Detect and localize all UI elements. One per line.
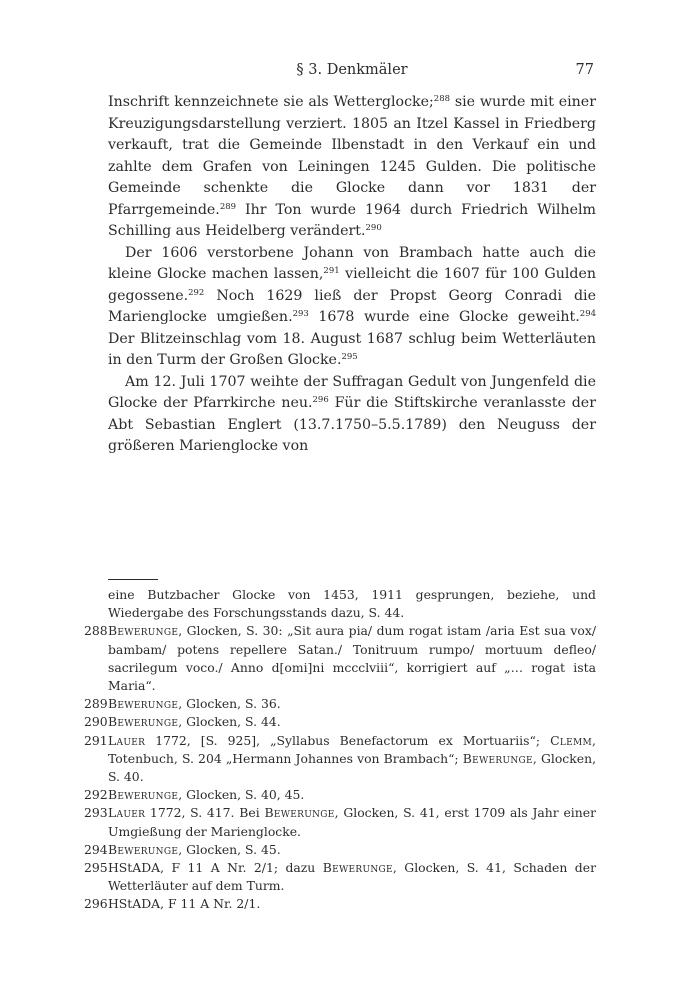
text-run: 1772, S. 417. Bei (145, 805, 265, 821)
paragraph (108, 372, 596, 458)
text-run: Inschrift kennzeichnete sie als Wetterglocke; (108, 94, 434, 110)
footnote-separator (108, 579, 158, 580)
footnote (84, 713, 596, 731)
footnote-text (108, 804, 596, 840)
footnote-text (108, 732, 596, 787)
running-title: § 3. Denkmäler (296, 62, 408, 78)
footnote-number: 292 (84, 787, 108, 803)
text-run: Der 1606 verstorbene Johann von Brambach hatte auch die kleine Glocke machen lassen, (108, 244, 596, 282)
footnote-reference: 296 (312, 395, 329, 405)
footnote-number: 293 (84, 805, 108, 821)
footnote-reference: 289 (219, 201, 237, 212)
page-number: 77 (575, 62, 594, 78)
paragraph (108, 243, 596, 372)
footnote (84, 586, 596, 622)
footnote-text (108, 586, 596, 622)
footnote-text (108, 841, 596, 859)
footnote (84, 732, 596, 787)
text-run: eine Butzbacher Glocke von 1453, 1911 gesprungen, beziehe, und Wiedergabe des Forschungsstands dazu, S. 44. (108, 587, 596, 621)
text-run: Für die Stiftskirche veranlasste der Abt Sebastian Englert (13.7.1750–5.5.1789) den Neuguss der größeren Marienglocke von (108, 395, 596, 454)
paragraph (108, 92, 596, 243)
footnote-number (84, 586, 108, 622)
footnote-text (108, 622, 596, 695)
author-name: Bewerunge (108, 696, 179, 712)
footnote (84, 786, 596, 804)
main-text (108, 92, 596, 458)
footnote-reference: 295 (341, 352, 358, 362)
author-name: Clemm (550, 732, 593, 748)
footnote-reference: 292 (188, 287, 205, 298)
footnote-text (108, 786, 596, 804)
text-run: 1772, [S. 925], „Syllabus Benefactorum ex Mortuariis“; (145, 732, 551, 748)
footnote-reference: 288 (433, 94, 451, 104)
footnote-text (108, 859, 596, 895)
text-run: , Glocken, S. 45. (178, 841, 281, 857)
text-run: HStADA, F 11 A Nr. 2/1. (108, 896, 261, 912)
author-name: Lauer (108, 805, 146, 821)
author-name: Lauer (108, 732, 146, 748)
text-run: Noch 1629 ließ der Propst Georg Conradi die Marienglocke umgießen. (108, 287, 596, 325)
footnote (84, 622, 596, 695)
footnote-reference: 293 (292, 309, 309, 319)
footnote-number: 295 (84, 860, 108, 876)
footnote-number: 296 (84, 896, 108, 912)
footnote (84, 804, 596, 840)
text-run: , Glocken, S. 30: „Sit aura pia/ dum rogat istam /aria Est sua vox/ bambam/ potens repellere Satan./ Tonitruum rumpo/ mortuum defleo/ sacrilegum voco./ Anno d[omi]ni mccclviii“, korrigiert auf „… rogat ista Maria“. (108, 623, 596, 694)
text-run: , Glocken, S. 44. (178, 714, 281, 730)
author-name: Bewerunge (108, 841, 179, 857)
author-name: Bewerunge (322, 860, 393, 876)
text-run: Am 12. Juli 1707 weihte der Suffragan Gedult von Jungenfeld die Glocke der Pfarrkirche neu. (108, 373, 596, 411)
author-name: Bewerunge (108, 623, 179, 639)
footnote (84, 695, 596, 713)
text-run: , Glocken, S. 40, 45. (178, 787, 305, 803)
text-run: , Glocken, S. 40. (108, 750, 597, 785)
author-name: Bewerunge (108, 787, 179, 803)
author-name: Bewerunge (264, 805, 335, 821)
footnote-reference: 294 (579, 309, 597, 319)
text-run: Der Blitzeinschlag vom 18. August 1687 schlug beim Wetterläuten in den Turm der Großen Glocke. (108, 330, 596, 368)
running-header (108, 62, 596, 82)
footnote-number: 290 (84, 714, 108, 730)
footnotes (84, 586, 596, 914)
text-run: sie wurde mit einer Kreuzigungsdarstellung verziert. 1805 an Itzel Kassel in Friedberg verkauft, trat die Gemeinde Ilbenstadt in den Verkauf ein und zahlte dem Grafen von Leiningen 1245 Gulden. Die politische Gemeinde schenkte die Glocke dann vor 1831 der Pfarrgemeinde. (108, 94, 596, 218)
author-name: Bewerunge (462, 750, 533, 766)
footnote-text (108, 695, 596, 713)
text-run: HStADA, F 11 A Nr. 2/1; dazu (108, 860, 323, 876)
footnote (84, 895, 596, 913)
text-run: , Glocken, S. 36. (178, 696, 281, 712)
footnote-number: 289 (84, 696, 108, 712)
text-run: , Totenbuch, S. 204 „Hermann Johannes von Brambach“; (108, 732, 596, 766)
footnote-text (108, 895, 596, 913)
footnote-reference: 291 (323, 266, 340, 276)
footnote-number: 291 (84, 732, 108, 748)
footnote (84, 841, 596, 859)
text-run: , Glocken, S. 41, Schaden der Wetterläuter auf dem Turm. (108, 860, 596, 894)
footnote-text (108, 713, 596, 731)
footnote-reference: 290 (365, 223, 382, 233)
text-run: vielleicht die 1607 für 100 Gulden gegossene. (108, 266, 596, 304)
footnote (84, 859, 596, 895)
footnote-number: 288 (84, 623, 108, 639)
text-run: Ihr Ton wurde 1964 durch Friedrich Wilhelm Schilling aus Heidelberg verändert. (108, 201, 596, 239)
footnote-number: 294 (84, 841, 108, 857)
text-run: 1678 wurde eine Glocke geweiht. (308, 309, 580, 325)
author-name: Bewerunge (108, 714, 179, 730)
text-run: , Glocken, S. 41, erst 1709 als Jahr einer Umgießung der Marienglocke. (108, 805, 596, 839)
